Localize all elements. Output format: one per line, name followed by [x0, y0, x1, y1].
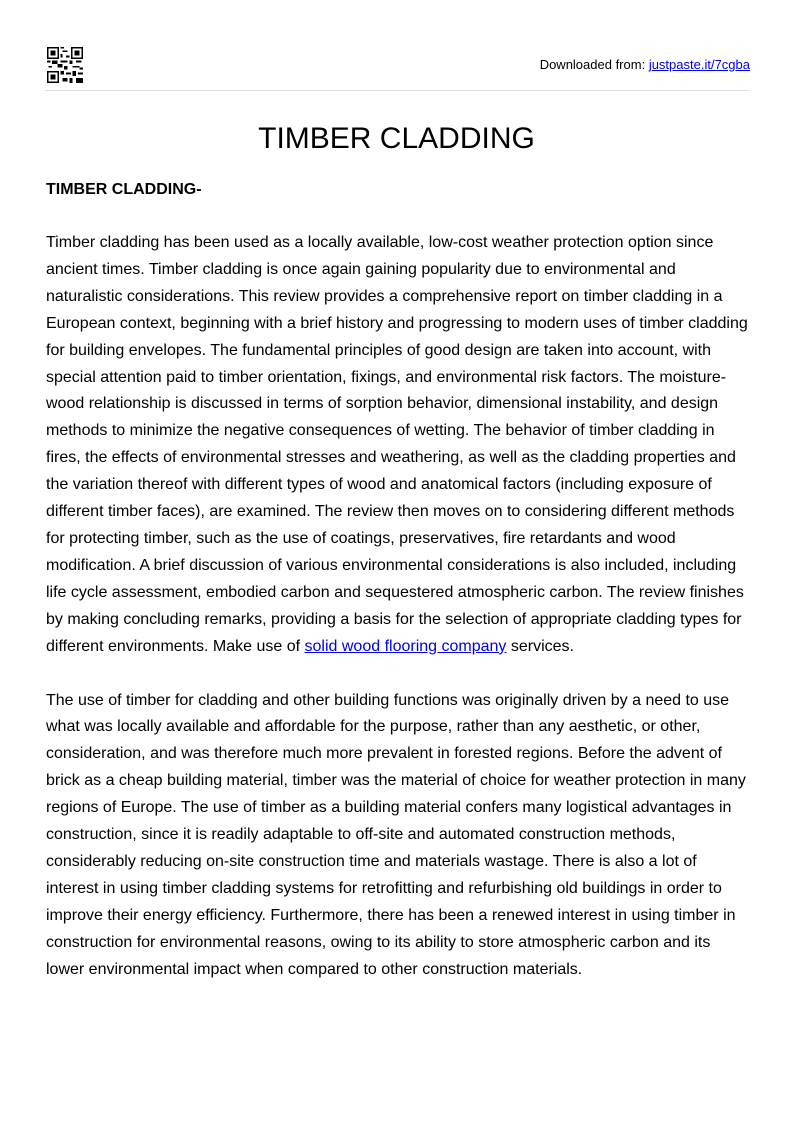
article-body: [46, 230, 752, 1010]
subheading: TIMBER CLADDING-: [46, 181, 202, 198]
qr-code-icon: [47, 47, 83, 83]
header-divider: [45, 90, 749, 91]
source-link[interactable]: justpaste.it/7cgba: [648, 57, 750, 72]
paragraph-2: The use of timber for cladding and other building functions was originally driven by a need to use what was locally available and affordable for the purpose, rather than any aesthetic, or other, consideration, and was therefore much more prevalent in forested regions. Before the advent of brick as a cheap building material, timber was the material of choice for weather protection in many regions of Europe. The use of timber as a building material confers many logistical advantages in construction, since it is readily adaptable to off-site and automated construction methods, considerably reducing on-site construction time and materials wastage. There is also a lot of interest in using timber cladding systems for retrofitting and refurbishing old buildings in order to improve their energy efficiency. Furthermore, there has been a renewed interest in using timber in construction for environmental reasons, owing to its ability to store atmospheric carbon and its lower environmental impact when compared to other construction materials.: [46, 691, 746, 978]
downloaded-from-label: Downloaded from:: [539, 57, 646, 72]
paragraph-1-tail: services.: [506, 637, 574, 655]
paragraph-1: [46, 230, 752, 661]
solid-wood-flooring-link[interactable]: solid wood flooring company: [304, 637, 507, 655]
paragraph-1-text: Timber cladding has been used as a locally available, low-cost weather protection option since ancient times. Timber cladding is once again gaining popularity due to environmental and naturalistic considerations. This review provides a comprehensive report on timber cladding in a European context, beginning with a brief history and progressing to modern uses of timber cladding for building envelopes. The fundamental principles of good design are taken into account, with special attention paid to timber orientation, fixings, and environmental risk factors. The moisture-wood relationship is discussed in terms of sorption behavior, dimensional instability, and design methods to minimize the negative consequences of wetting. The behavior of timber cladding in fires, the effects of environmental stresses and weathering, as well as the cladding properties and the variation thereof with different types of wood and anatomical factors (including exposure of different timber faces), are examined. The review then moves on to considering different methods for protecting timber, such as the use of coatings, preservatives, fire retardants and wood modification. A brief discussion of various environmental considerations is also included, including life cycle assessment, embodied carbon and sequestered atmospheric carbon. The review finishes by making concluding remarks, providing a basis for the selection of appropriate cladding types for different environments. Make use of: [46, 234, 748, 655]
download-source: [540, 57, 750, 72]
page-title: TIMBER CLADDING: [258, 122, 535, 155]
